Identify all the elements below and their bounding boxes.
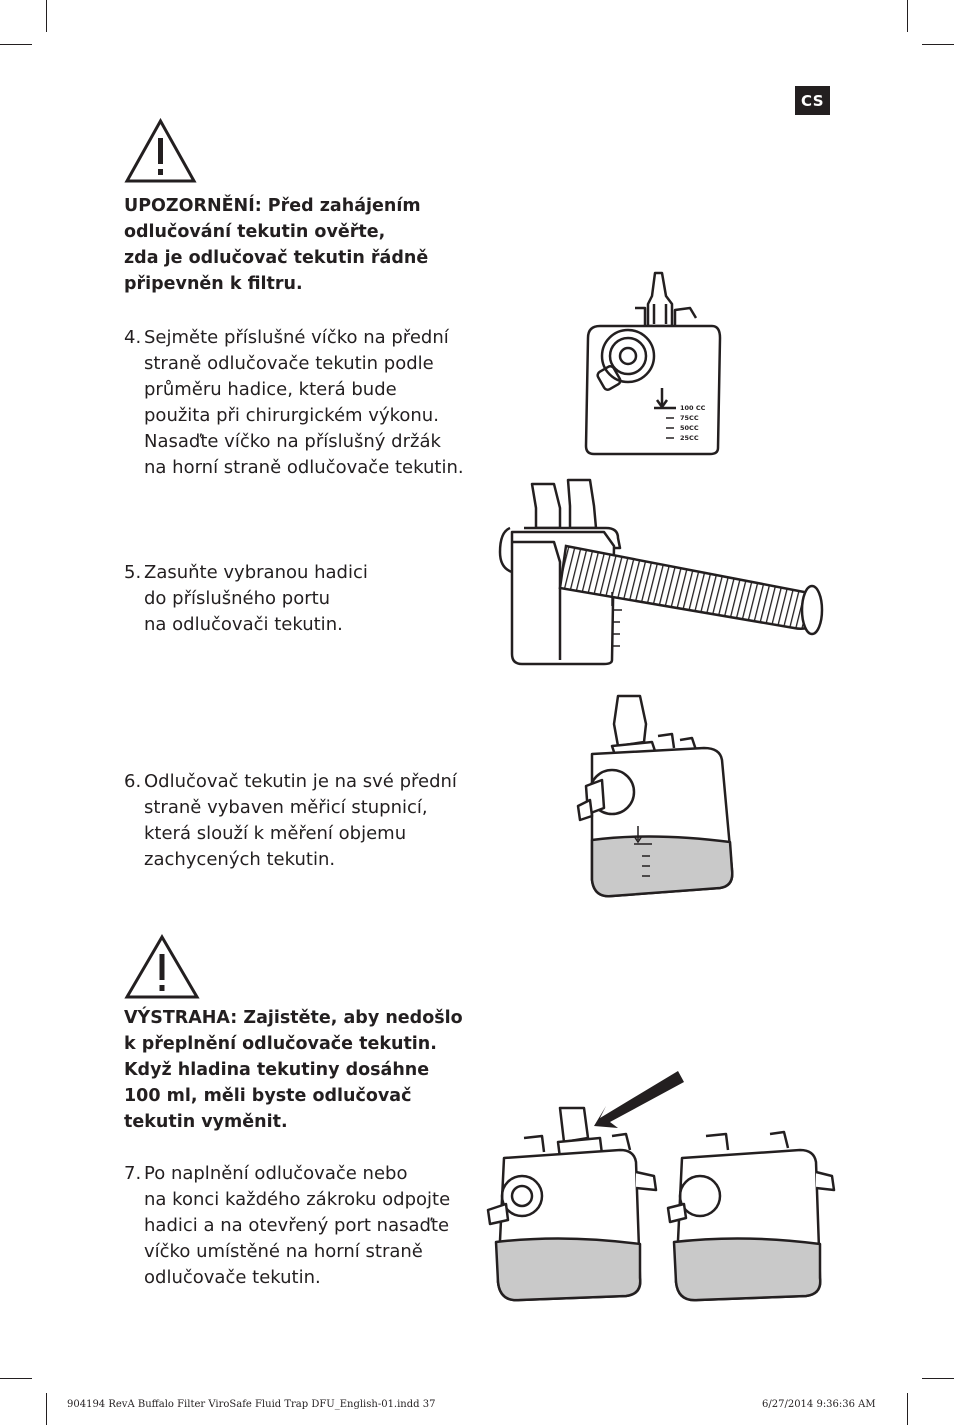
step-line: na konci každého zákroku odpojte	[144, 1189, 451, 1210]
step-4	[124, 325, 469, 481]
crop-mark	[46, 1393, 47, 1425]
caution-line: zda je odlučovač tekutin řádně	[124, 248, 429, 268]
scale-label: 75CC	[680, 414, 699, 422]
warning-line: Když hladina tekutiny dosáhne	[124, 1060, 430, 1080]
caution-line: odlučování tekutin ověřte,	[124, 222, 386, 242]
fluid-trap-replace-illustration	[484, 1068, 844, 1304]
caution-line: UPOZORNĚNÍ: Před zahájením	[124, 196, 421, 216]
step-line: Zasuňte vybranou hadici	[144, 562, 368, 583]
warning-line: tekutin vyměnit.	[124, 1112, 288, 1132]
language-badge: CS	[795, 86, 830, 115]
step-number: 4.	[124, 327, 142, 348]
step-7	[124, 1161, 469, 1291]
step-line: průměru hadice, která bude	[144, 379, 397, 400]
step-number: 7.	[124, 1163, 142, 1184]
scale-label: 100 CC	[680, 404, 706, 412]
step-line: straně vybaven měřicí stupnicí,	[144, 797, 428, 818]
step-line: která slouží k měření objemu	[144, 823, 407, 844]
crop-mark	[46, 0, 47, 32]
crop-mark	[0, 1378, 32, 1379]
scale-label: 50CC	[680, 424, 699, 432]
crop-mark	[907, 1393, 908, 1425]
step-number: 5.	[124, 562, 142, 583]
step-6	[124, 769, 469, 873]
crop-mark	[922, 44, 954, 45]
step-line: na horní straně odlučovače tekutin.	[144, 457, 464, 478]
step-line: na odlučovači tekutin.	[144, 614, 343, 635]
fluid-trap-front-illustration	[580, 268, 725, 458]
scale-label: 25CC	[680, 434, 699, 442]
warning-line: k přeplnění odlučovače tekutin.	[124, 1034, 437, 1054]
step-line: odlučovače tekutin.	[144, 1267, 321, 1288]
step-line: Sejměte příslušné víčko na přední	[144, 327, 449, 348]
footer-timestamp: 6/27/2014 9:36:36 AM	[762, 1399, 876, 1410]
step-line: víčko umístěné na horní straně	[144, 1241, 423, 1262]
step-5	[124, 560, 469, 638]
caution-notice	[124, 193, 464, 297]
warning-triangle-icon	[124, 118, 197, 184]
step-line: Nasaďte víčko na příslušný držák	[144, 431, 441, 452]
step-line: hadici a na otevřený port nasaďte	[144, 1215, 450, 1236]
step-line: do příslušného portu	[144, 588, 331, 609]
step-line: straně odlučovače tekutin podle	[144, 353, 434, 374]
arrow-icon	[594, 1071, 684, 1128]
warning-line: VÝSTRAHA: Zajistěte, aby nedošlo	[124, 1008, 463, 1028]
crop-mark	[922, 1378, 954, 1379]
footer-file-info: 904194 RevA Buffalo Filter ViroSafe Fluid Trap DFU_English-01.indd 37	[67, 1399, 436, 1410]
warning-triangle-icon	[124, 934, 200, 1000]
step-line: Odlučovač tekutin je na své přední	[144, 771, 457, 792]
fluid-trap-hose-illustration	[494, 472, 829, 668]
step-line: použita při chirurgickém výkonu.	[144, 405, 439, 426]
crop-mark	[907, 0, 908, 32]
step-line: Po naplnění odlučovače nebo	[144, 1163, 408, 1184]
fluid-trap-scale-illustration	[572, 690, 737, 900]
warning-notice	[124, 1005, 469, 1135]
caution-line: připevněn k filtru.	[124, 274, 303, 294]
warning-line: 100 ml, měli byste odlučovač	[124, 1086, 412, 1106]
crop-mark	[0, 44, 32, 45]
step-number: 6.	[124, 771, 142, 792]
step-line: zachycených tekutin.	[144, 849, 336, 870]
